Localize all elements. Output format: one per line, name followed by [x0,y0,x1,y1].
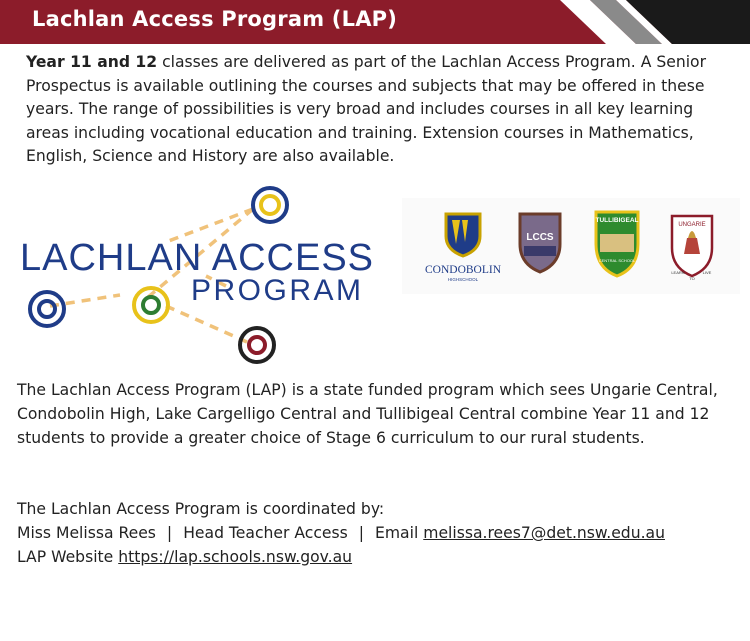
ungarie-motto-left: LEARN [671,270,685,275]
logo-text-line2: PROGRAM [191,274,364,307]
tullibigeal-name: TULLIBIGEAL [595,217,639,224]
lake-cargelligo-badge [520,214,560,272]
condobolin-name: CONDOBOLIN [424,264,502,276]
website-label: LAP Website [17,548,114,566]
page-title: Lachlan Access Program (LAP) [32,7,398,31]
school-badges [402,198,740,294]
separator: | [358,524,365,542]
intro-paragraph [26,51,726,169]
logo-text-line1: LACHLAN ACCESS [20,237,375,279]
website-link[interactable]: https://lap.schools.nsw.gov.au [118,548,353,566]
program-description: The Lachlan Access Program (LAP) is a state funded program which sees Ungarie Central, Condobolin High, Lake Cargelligo Central and Tullibigeal Central combine Year 11 and 12 students to provide a greater choice of Stage 6 curriculum to our rural students. [17,381,718,447]
page-header [0,0,750,44]
email-link[interactable]: melissa.rees7@det.nsw.edu.au [423,524,665,542]
circle-yellow-top [253,188,287,222]
website-row [17,545,737,569]
condobolin-sub: HIGHSCHOOL [447,277,479,282]
tullibigeal-sub: CENTRAL SCHOOL [598,258,636,263]
coordinator-role: Head Teacher Access [183,524,348,542]
coordinator-details [17,521,737,545]
coordinator-intro: The Lachlan Access Program is coordinated by: [17,500,385,518]
ungarie-motto-mid: TO [689,276,695,281]
lake-cargelligo-letters: LCCS [526,232,554,243]
lap-logo [16,176,386,368]
ungarie-motto-right: LIVE [702,270,712,275]
circle-maroon-bottom [240,328,274,362]
intro-text: classes are delivered as part of the Lachlan Access Program. A Senior Prospectus is available outlining the courses and subjects that may be offered in these years. The range of possibilities is very broad and includes courses in all key learning areas including vocational education and training. Extension courses in Mathematics, English, Science and History are also available. [26,53,707,165]
email-label: Email [375,524,419,542]
tullibigeal-badge [596,212,639,276]
separator: | [166,524,173,542]
coordinator-block [17,497,737,569]
ungarie-name: UNGARIE [678,222,706,228]
ungarie-badge [671,216,712,281]
circle-blue-left [30,292,64,326]
coordinator-name: Miss Melissa Rees [17,524,156,542]
intro-lead: Year 11 and 12 [26,53,158,71]
